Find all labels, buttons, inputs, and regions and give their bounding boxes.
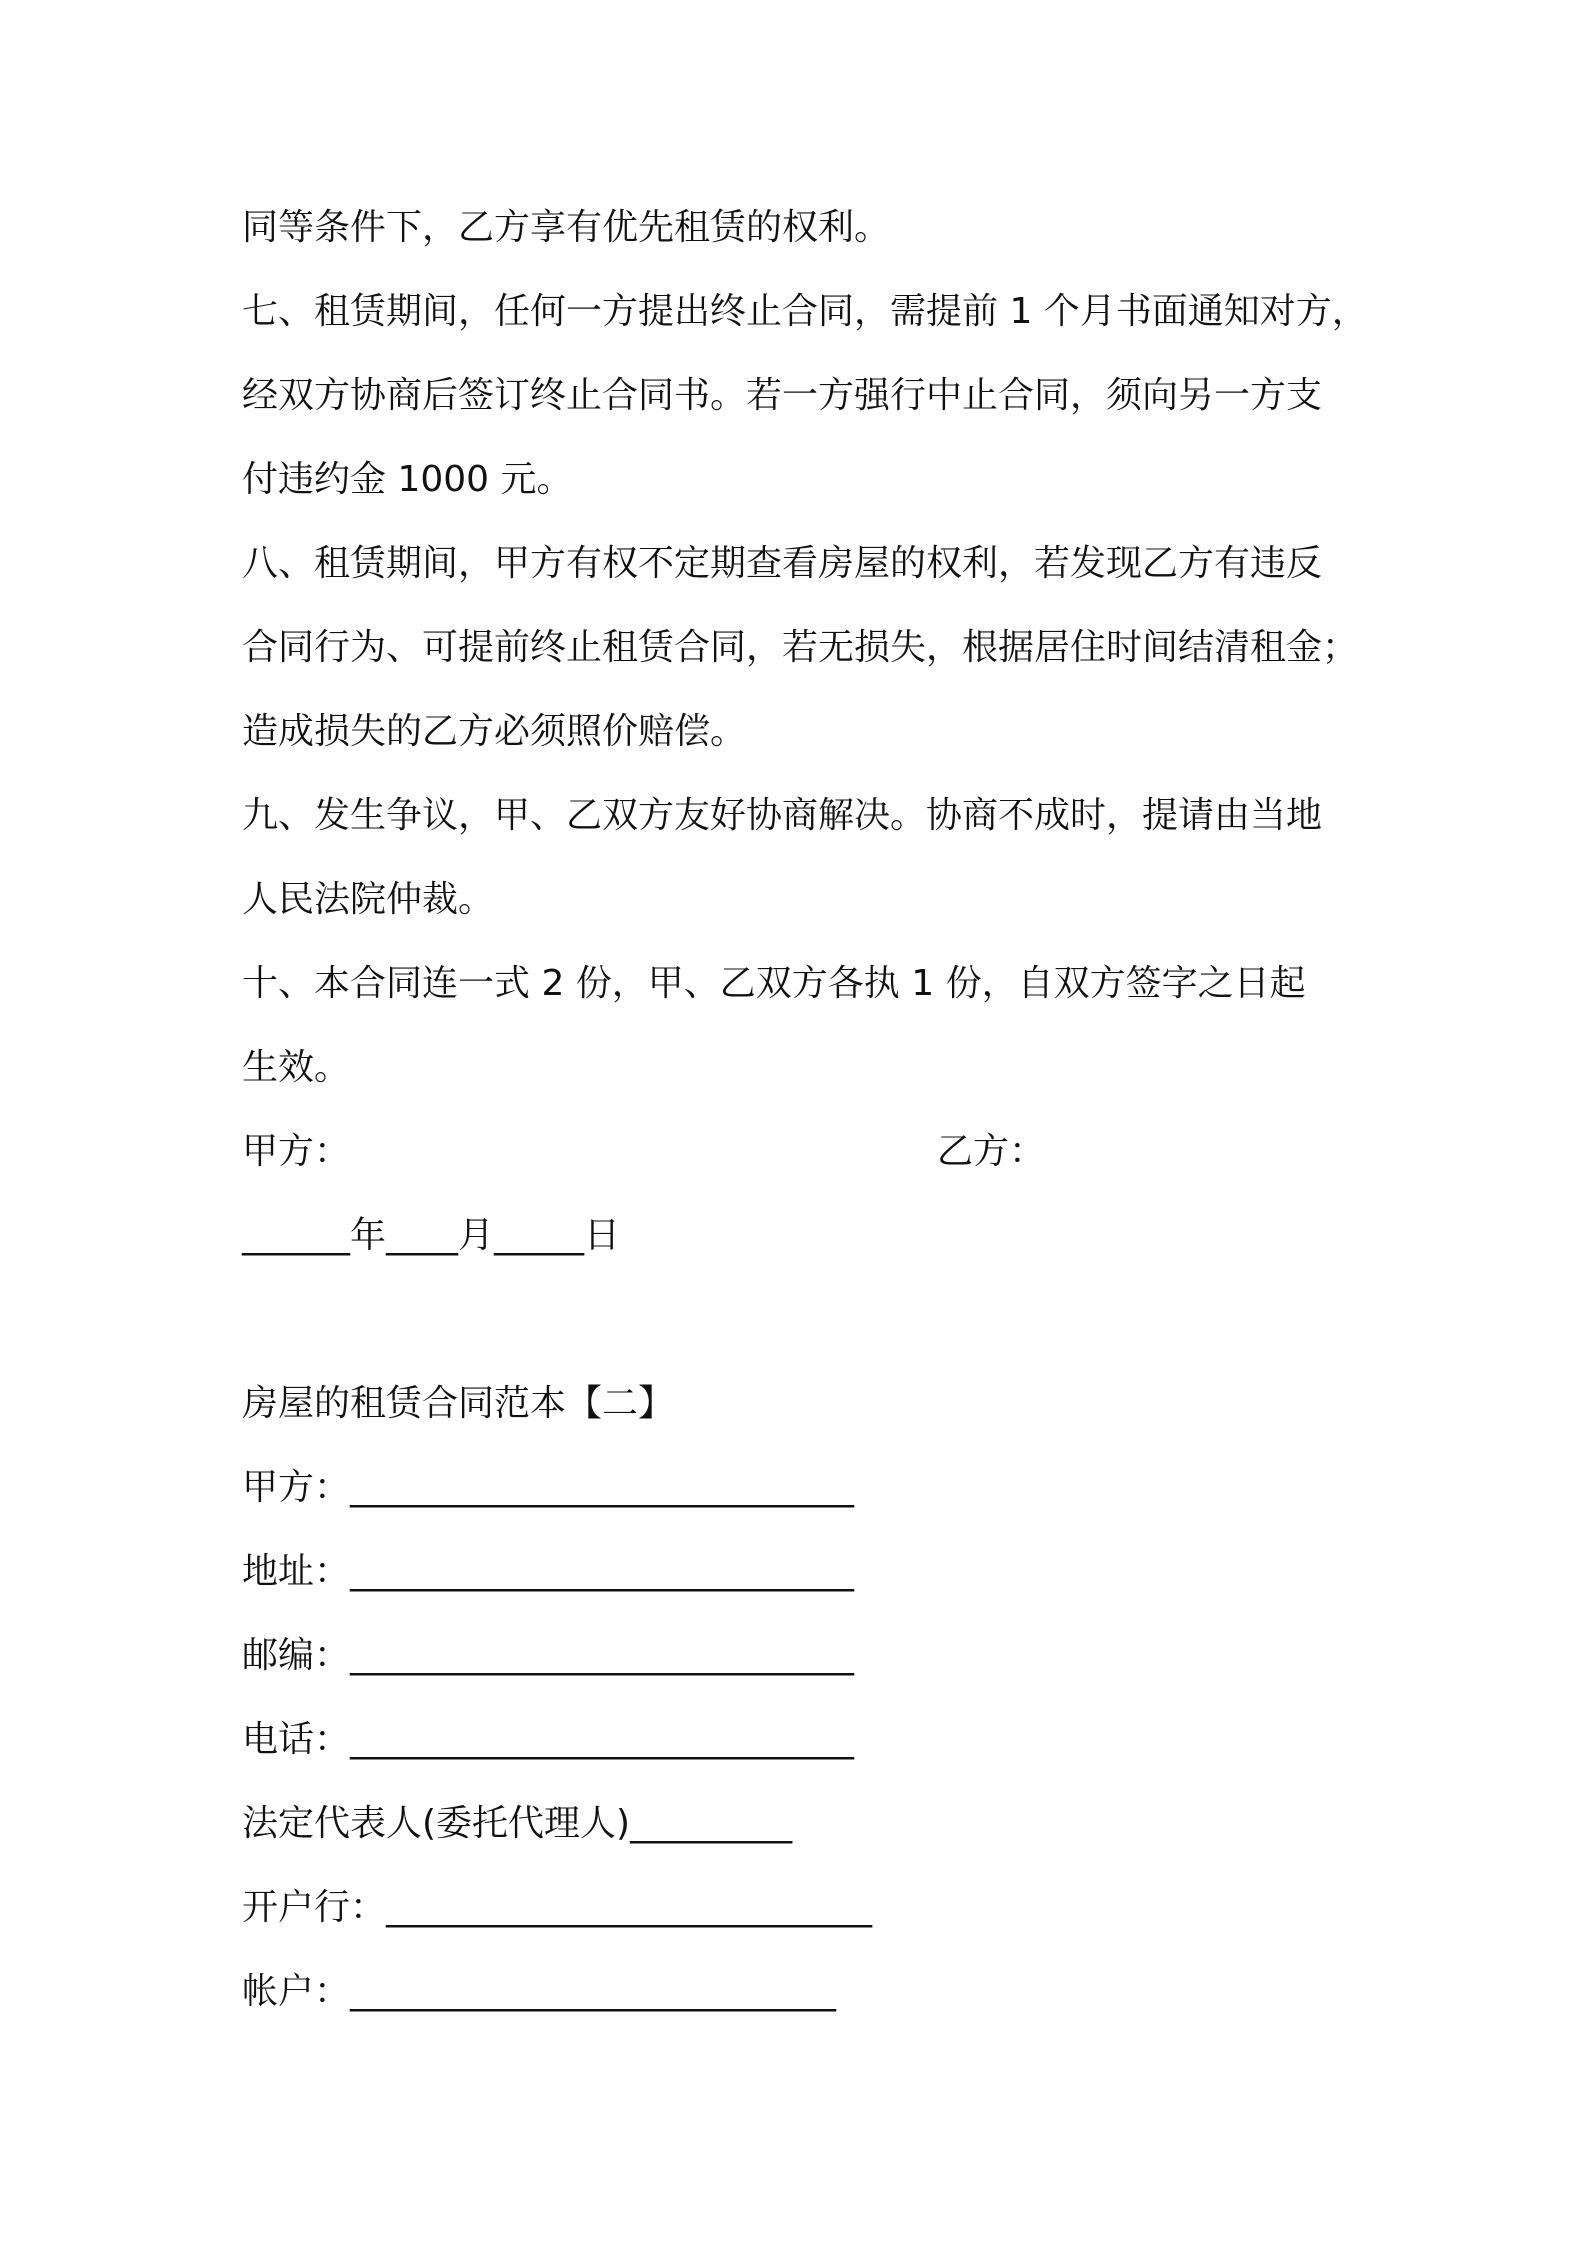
field-phone: 电话：____________________________ — [242, 1719, 855, 1760]
field-account: 帐户：___________________________ — [242, 1971, 837, 2012]
section-2-title: 房屋的租赁合同范本【二】 — [242, 1383, 675, 1424]
clause-9-line-1: 九、发生争议，甲、乙双方友好协商解决。协商不成时，提请由当地 — [242, 795, 1323, 836]
field-bank: 开户行：___________________________ — [242, 1887, 873, 1928]
field-legal-representative: 法定代表人(委托代理人)_________ — [242, 1803, 793, 1844]
signature-party-b: 乙方： — [937, 1131, 1046, 1172]
clause-7-line-1: 七、租赁期间，任何一方提出终止合同，需提前 1 个月书面通知对方， — [242, 291, 1368, 332]
signature-date: ______年____月_____日 — [242, 1215, 620, 1256]
clause-6-continuation: 同等条件下，乙方享有优先租赁的权利。 — [242, 207, 891, 248]
clause-10-line-1: 十、本合同连一式 2 份，甲、乙双方各执 1 份，自双方签字之日起 — [242, 963, 1306, 1004]
clause-9-line-2: 人民法院仲裁。 — [242, 879, 495, 920]
clause-8-line-2: 合同行为、可提前终止租赁合同，若无损失，根据居住时间结清租金； — [242, 627, 1359, 668]
clause-10-line-2: 生效。 — [242, 1047, 351, 1088]
field-postcode: 邮编：____________________________ — [242, 1635, 855, 1676]
clause-7-line-2: 经双方协商后签订终止合同书。若一方强行中止合同，须向另一方支 — [242, 375, 1323, 416]
clause-8-line-3: 造成损失的乙方必须照价赔偿。 — [242, 711, 747, 752]
field-party-a: 甲方：____________________________ — [242, 1467, 855, 1508]
clause-8-line-1: 八、租赁期间，甲方有权不定期查看房屋的权利，若发现乙方有违反 — [242, 543, 1323, 584]
clause-7-line-3: 付违约金 1000 元。 — [242, 459, 573, 500]
field-address: 地址：____________________________ — [242, 1551, 855, 1592]
signature-party-a: 甲方： — [242, 1131, 351, 1172]
